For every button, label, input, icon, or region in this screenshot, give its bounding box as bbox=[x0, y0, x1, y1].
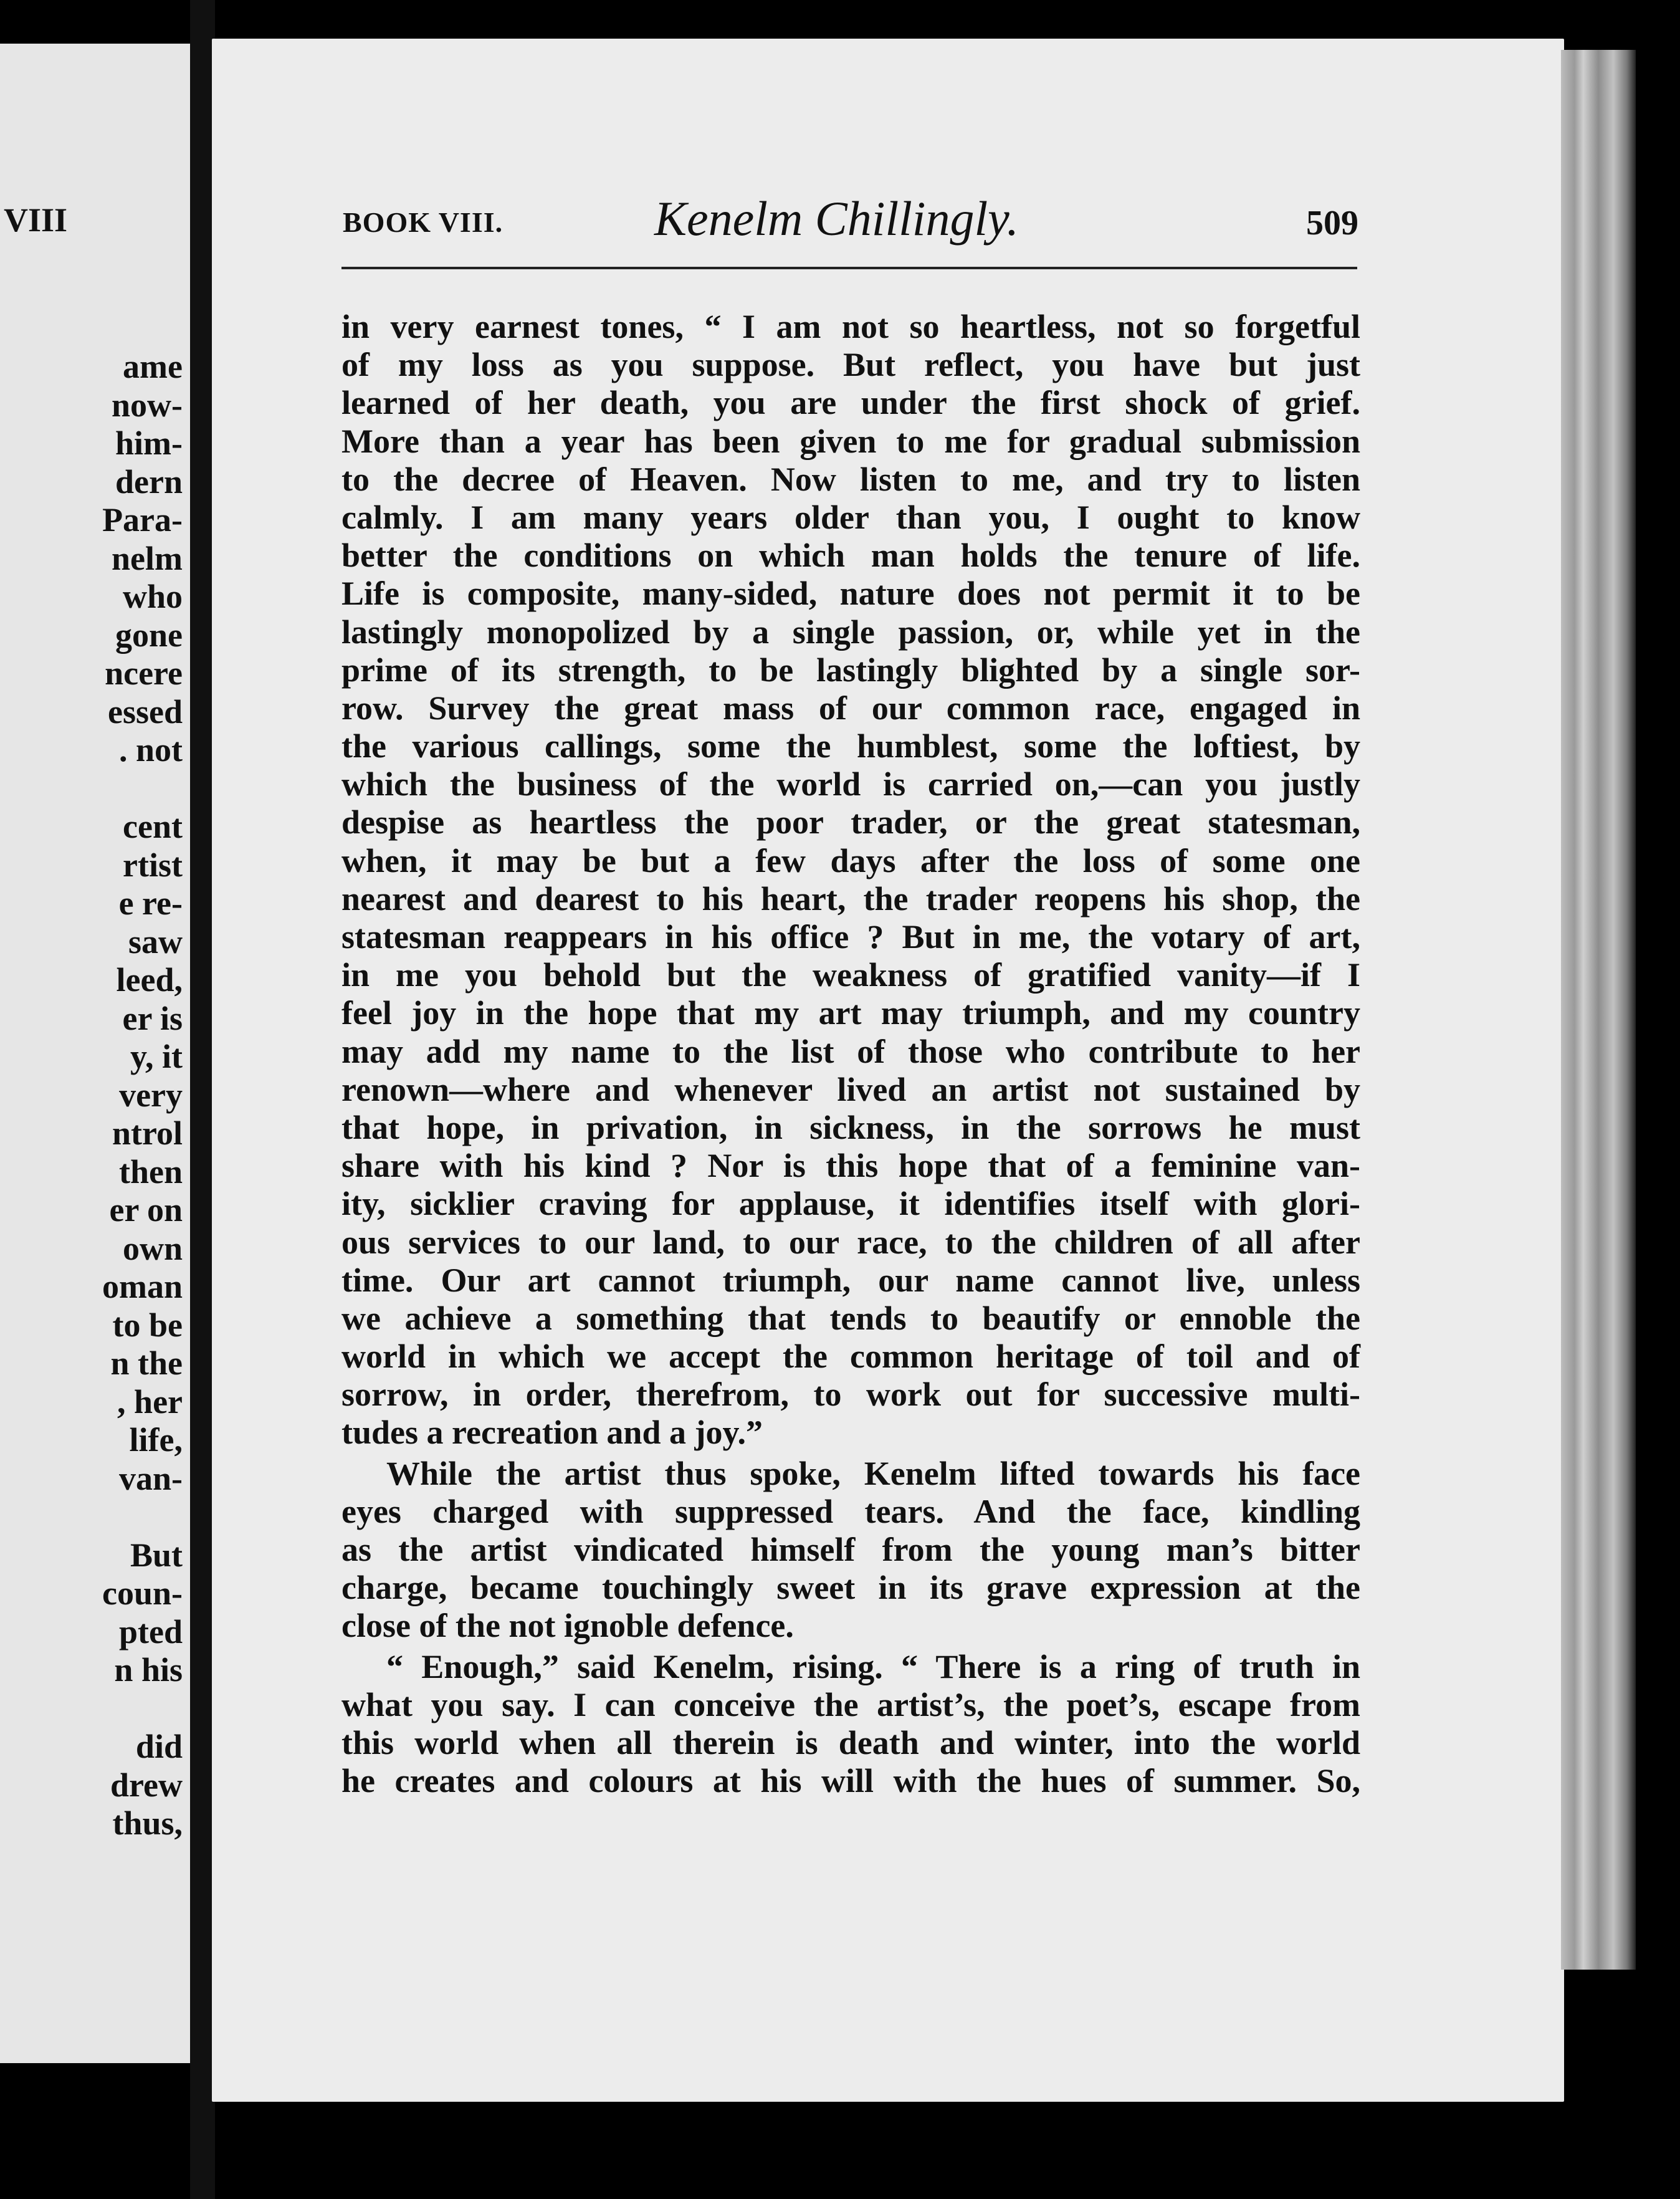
text-line: may add my name to the list of those who contribute to her bbox=[341, 1032, 1360, 1070]
text-line: to the decree of Heaven. Now listen to me, and try to listen bbox=[341, 460, 1360, 498]
previous-page-line: ntrol bbox=[112, 1114, 183, 1152]
previous-page-line: rtist bbox=[123, 846, 183, 884]
previous-page-line: coun- bbox=[102, 1574, 183, 1612]
text-line: Life is composite, many-sided, nature does not permit it to be bbox=[341, 575, 1360, 613]
previous-page-text bbox=[0, 348, 183, 1843]
book-label: BOOK VIII. bbox=[343, 206, 504, 238]
previous-page-line: n his bbox=[114, 1651, 183, 1689]
text-line: While the artist thus spoke, Kenelm lifted towards his face bbox=[386, 1454, 1360, 1492]
text-line: “ Enough,” said Kenelm, rising. “ There is a ring of truth in bbox=[386, 1647, 1360, 1685]
previous-page-line bbox=[0, 1498, 183, 1536]
text-line: feel joy in the hope that my art may triumph, and my country bbox=[341, 994, 1360, 1032]
text-line: in me you behold but the weakness of gratified vanity—if I bbox=[341, 956, 1360, 994]
text-line: as the artist vindicated himself from the young man’s bitter bbox=[341, 1531, 1360, 1568]
text-line: we achieve a something that tends to beautify or ennoble the bbox=[341, 1299, 1360, 1337]
previous-page-line: ncere bbox=[105, 654, 183, 692]
previous-page-line: own bbox=[122, 1229, 183, 1267]
text-line: calmly. I am many years older than you, I ought to know bbox=[341, 498, 1360, 536]
text-line: prime of its strength, to be lastingly blighted by a single sor- bbox=[341, 651, 1360, 689]
text-line: share with his kind ? Nor is this hope that of a feminine van- bbox=[341, 1147, 1360, 1185]
text-line: which the business of the world is carried on,—can you justly bbox=[341, 765, 1360, 803]
previous-page-line: to be bbox=[112, 1306, 183, 1344]
book-spine-gutter bbox=[190, 0, 215, 2199]
previous-page-line: leed, bbox=[116, 961, 183, 999]
previous-page-line: . not bbox=[118, 731, 183, 769]
text-line: of my loss as you suppose. But reflect, you have but just bbox=[341, 346, 1360, 384]
previous-page-line: saw bbox=[128, 922, 183, 961]
text-line: eyes charged with suppressed tears. And the face, kindling bbox=[341, 1492, 1360, 1530]
previous-page-line: him- bbox=[115, 424, 183, 462]
text-line: learned of her death, you are under the first shock of grief. bbox=[341, 384, 1360, 422]
text-line: ity, sicklier craving for applause, it identifies itself with glori- bbox=[341, 1185, 1360, 1223]
header-rule bbox=[341, 267, 1357, 269]
page-number: 509 bbox=[1306, 204, 1358, 242]
text-line: statesman reappears in his office ? But in me, the votary of art, bbox=[341, 918, 1360, 956]
previous-page-line: ame bbox=[123, 348, 183, 385]
previous-page-line: now- bbox=[111, 386, 183, 424]
page-body-text bbox=[341, 308, 1360, 1800]
text-line: sorrow, in order, therefrom, to work out for successive multi- bbox=[341, 1376, 1360, 1414]
text-line: despise as heartless the poor trader, or the great statesman, bbox=[341, 803, 1360, 841]
text-line: row. Survey the great mass of our common race, engaged in bbox=[341, 689, 1360, 727]
previous-page-line: pted bbox=[118, 1612, 183, 1650]
previous-page-line: Para- bbox=[102, 501, 183, 539]
text-line: that hope, in privation, in sickness, in the sorrows he must bbox=[341, 1108, 1360, 1146]
text-line: time. Our art cannot triumph, our name cannot live, unless bbox=[341, 1261, 1360, 1299]
previous-page-line: er on bbox=[109, 1191, 183, 1229]
text-line: better the conditions on which man holds the tenure of life. bbox=[341, 537, 1360, 575]
previous-page-line: e re- bbox=[118, 884, 183, 922]
previous-page-line: nelm bbox=[112, 539, 183, 577]
previous-page-line: er is bbox=[122, 999, 183, 1037]
previous-page-line: very bbox=[119, 1076, 183, 1114]
book-title: Kenelm Chillingly. bbox=[654, 191, 1019, 246]
previous-page-line: cent bbox=[123, 808, 183, 845]
previous-page-line bbox=[0, 1690, 183, 1728]
previous-page-line: essed bbox=[108, 692, 183, 731]
text-line: renown—where and whenever lived an artist not sustained by bbox=[341, 1070, 1360, 1108]
previous-page-line: drew bbox=[110, 1766, 183, 1804]
page-edges bbox=[1561, 50, 1636, 1970]
previous-page-line bbox=[0, 770, 183, 808]
text-line: nearest and dearest to his heart, the trader reopens his shop, the bbox=[341, 879, 1360, 917]
previous-page-line: gone bbox=[115, 616, 183, 654]
text-line: in very earnest tones, “ I am not so heartless, not so forgetful bbox=[341, 308, 1360, 345]
text-line: More than a year has been given to me for gradual submission bbox=[341, 422, 1360, 460]
text-line: close of the not ignoble defence. bbox=[341, 1607, 794, 1645]
previous-page-line: , her bbox=[117, 1382, 183, 1420]
running-head bbox=[343, 191, 1358, 247]
previous-page-line: then bbox=[118, 1152, 183, 1191]
text-line: charge, became touchingly sweet in its grave expression at the bbox=[341, 1569, 1360, 1607]
previous-page-line: oman bbox=[102, 1268, 183, 1305]
previous-page-line: y, it bbox=[130, 1038, 183, 1075]
previous-page bbox=[0, 44, 190, 2063]
previous-page-running-head: VIII bbox=[4, 201, 68, 239]
previous-page-line: n the bbox=[110, 1344, 183, 1382]
previous-page-line: But bbox=[130, 1536, 183, 1574]
previous-page-line: did bbox=[135, 1728, 183, 1765]
text-line: this world when all therein is death and winter, into the world bbox=[341, 1723, 1360, 1761]
text-line: lastingly monopolized by a single passion, or, while yet in the bbox=[341, 613, 1360, 651]
text-line: he creates and colours at his will with the hues of summer. So, bbox=[341, 1762, 1360, 1800]
previous-page-line: thus, bbox=[112, 1804, 183, 1842]
previous-page-line: life, bbox=[129, 1421, 183, 1459]
previous-page-line: dern bbox=[115, 462, 183, 501]
text-line: what you say. I can conceive the artist’s, the poet’s, escape from bbox=[341, 1685, 1360, 1723]
text-line: when, it may be but a few days after the loss of some one bbox=[341, 841, 1360, 879]
previous-page-line: van- bbox=[118, 1459, 183, 1497]
text-line: the various callings, some the humblest, some the loftiest, by bbox=[341, 727, 1360, 765]
previous-page-line: who bbox=[122, 578, 183, 615]
text-line: world in which we accept the common heritage of toil and of bbox=[341, 1338, 1360, 1376]
text-line: tudes a recreation and a joy.” bbox=[341, 1414, 763, 1452]
text-line: ous services to our land, to our race, to the children of all after bbox=[341, 1223, 1360, 1261]
